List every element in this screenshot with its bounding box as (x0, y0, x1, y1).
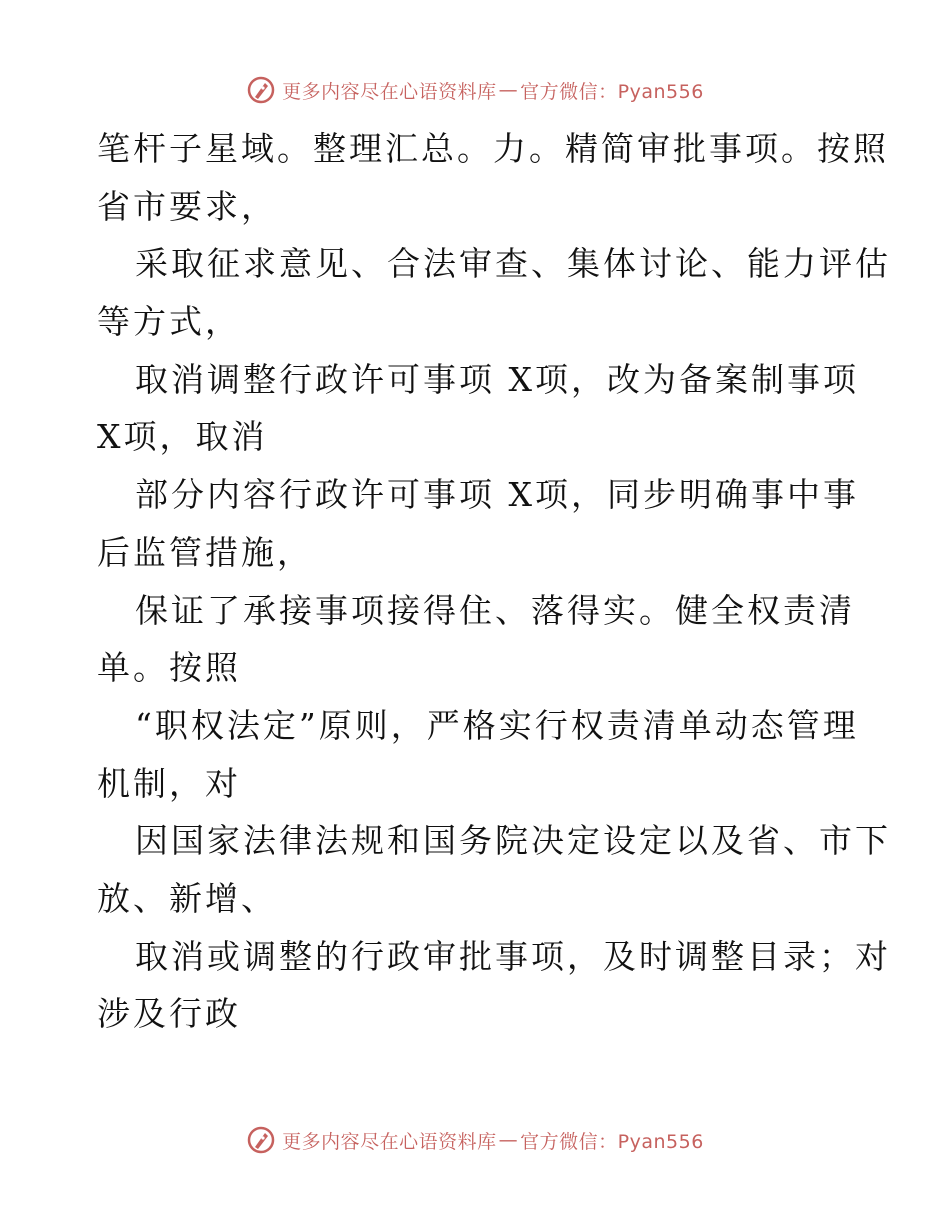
pen-nib-circle-icon (246, 1125, 276, 1155)
text-line-2: 省市要求， (97, 186, 277, 226)
text-line-4: 等方式， (97, 302, 241, 342)
text-line-3: 采取征求意见、合法审查、集体讨论、能力评估 (135, 244, 891, 284)
text-line-10: 单。按照 (97, 648, 241, 688)
header-watermark (0, 70, 950, 110)
text-line-7: 部分内容行政许可事项 X项，同步明确事中事 (135, 475, 859, 515)
text-line-12: 机制，对 (97, 763, 241, 803)
watermark-separator: — (498, 1129, 519, 1151)
text-line-8: 后监管措施， (97, 532, 313, 572)
footer-watermark (0, 1120, 950, 1160)
watermark-contact: 官方微信：Pyan556 (520, 1130, 704, 1153)
text-line-11: “职权法定”原则，严格实行权责清单动态管理 (135, 705, 859, 745)
text-line-6: X项，取消 (97, 417, 268, 457)
watermark-contact: 官方微信：Pyan556 (520, 80, 704, 103)
text-line-14: 放、新增、 (97, 878, 277, 918)
document-body (97, 120, 891, 1043)
watermark-text: 更多内容尽在心语资料库 (282, 80, 497, 103)
text-line-15: 取消或调整的行政审批事项，及时调整目录；对 (135, 936, 891, 976)
text-line-1: 笔杆子星域。整理汇总。力。精简审批事项。按照 (97, 129, 889, 168)
watermark-separator: — (498, 79, 519, 101)
text-line-5: 取消调整行政许可事项 X项，改为备案制事项 (135, 359, 859, 399)
watermark-text: 更多内容尽在心语资料库 (282, 1130, 497, 1153)
text-line-13: 因国家法律法规和国务院决定设定以及省、市下 (135, 821, 891, 861)
pen-nib-circle-icon (246, 75, 276, 105)
text-line-9: 保证了承接事项接得住、落得实。健全权责清 (135, 590, 855, 630)
text-line-16: 涉及行政 (97, 994, 241, 1034)
